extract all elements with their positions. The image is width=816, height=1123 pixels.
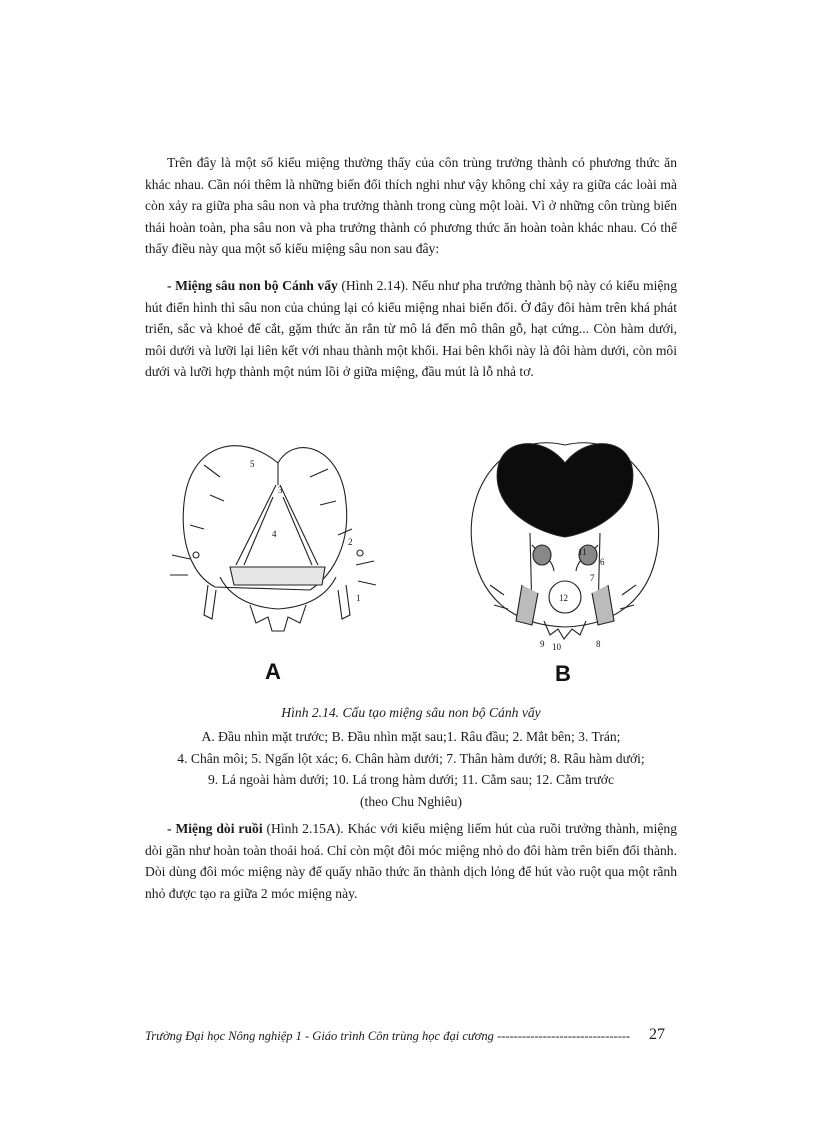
footer-text: Trường Đại học Nông nghiệp 1 - Giáo trình Côn trùng học đại cương -------------------------------- [145,1029,631,1043]
paragraph-intro: Trên đây là một số kiểu miệng thường thấy của côn trùng trưởng thành có phương thức ăn khác nhau. Cần nói thêm là những biến đổi thích nghi như vậy không chỉ xảy ra giữa các loài mà còn xảy ra giữa pha sâu non và pha trưởng thành trong cùng một loài. Vì ở những côn trùng biến thái hoàn toàn, pha sâu non và pha trưởng thành có phương thức ăn hoàn toàn khác nhau. Có thể thấy điều này qua một số kiểu miệng sâu non sau đây: [145,155,677,257]
page-number: 27 [649,1026,665,1043]
label-b-12: 12 [559,593,568,603]
figure-label-b: B [555,661,571,686]
paragraph-lepidoptera-text: (Hình 2.14). Nếu như pha trưởng thành bộ này có kiểu miệng hút điển hình thì sâu non của chúng lại có kiểu miệng nhai biến đổi. Ở đây đôi hàm trên khá phát triển, sắc và khoẻ để cắt, gặm thức ăn rắn từ mô lá đến mô thân gỗ, hạt cứng... Còn hàm dưới, môi dưới và lưỡi lại liên kết với nhau thành một khối. Hai bên khối này là đôi hàm dưới, còn môi dưới và lưỡi hợp thành một núm lồi ở giữa miệng, đầu mút là lỗ nhả tơ. [145,278,677,380]
figure-legend [145,726,677,812]
page-footer [145,1026,665,1044]
figure-label-a: A [265,659,281,684]
figure-caption-title: Hình 2.14. Cấu tạo miệng sâu non bộ Cánh vẩy [281,705,541,720]
label-b-8: 8 [596,639,601,649]
label-a-3: 3 [278,485,283,495]
legend-source: (theo Chu Nghiêu) [360,793,462,809]
paragraph-fly-maggot [145,818,677,904]
heading-fly-maggot: - Miệng dòi ruồi [167,821,263,836]
label-a-4: 4 [272,529,277,539]
label-b-6: 6 [600,557,605,567]
legend-line: 9. Lá ngoài hàm dưới; 10. Lá trong hàm dưới; 11. Cằm sau; 12. Cằm trước [208,772,614,788]
label-b-7: 7 [590,573,595,583]
paragraph-fly-maggot-text: (Hình 2.15A). Khác với kiểu miệng liếm hút của ruồi trưởng thành, miệng dòi gần như hoàn toàn thoái hoá. Chỉ còn một đôi móc miệng nhỏ do đôi hàm trên biến đổi thành. Dòi dùng đôi móc miệng này để quấy nhão thức ăn thành dịch lỏng để hút vào ruột qua một rãnh nhỏ được tạo ra giữa 2 móc miệng này. [145,821,678,901]
label-a-5: 5 [250,459,255,469]
figure-drawing [160,425,660,690]
label-b-10: 10 [552,642,561,652]
legend-line: 4. Chân môi; 5. Ngấn lột xác; 6. Chân hàm dưới; 7. Thân hàm dưới; 8. Râu hàm dưới; [177,750,645,766]
drawing-b-head-back [471,443,658,639]
label-a-2: 2 [348,537,353,547]
legend-line: A. Đầu nhìn mặt trước; B. Đầu nhìn mặt sau;1. Râu đầu; 2. Mắt bên; 3. Trán; [201,729,621,744]
label-b-9: 9 [540,639,545,649]
paragraph-lepidoptera [145,275,677,383]
label-a-1: 1 [356,593,361,603]
label-b-11: 11 [578,547,587,557]
figure-2-14 [160,425,660,690]
heading-lepidoptera: - Miệng sâu non bộ Cánh vẩy [167,278,338,293]
